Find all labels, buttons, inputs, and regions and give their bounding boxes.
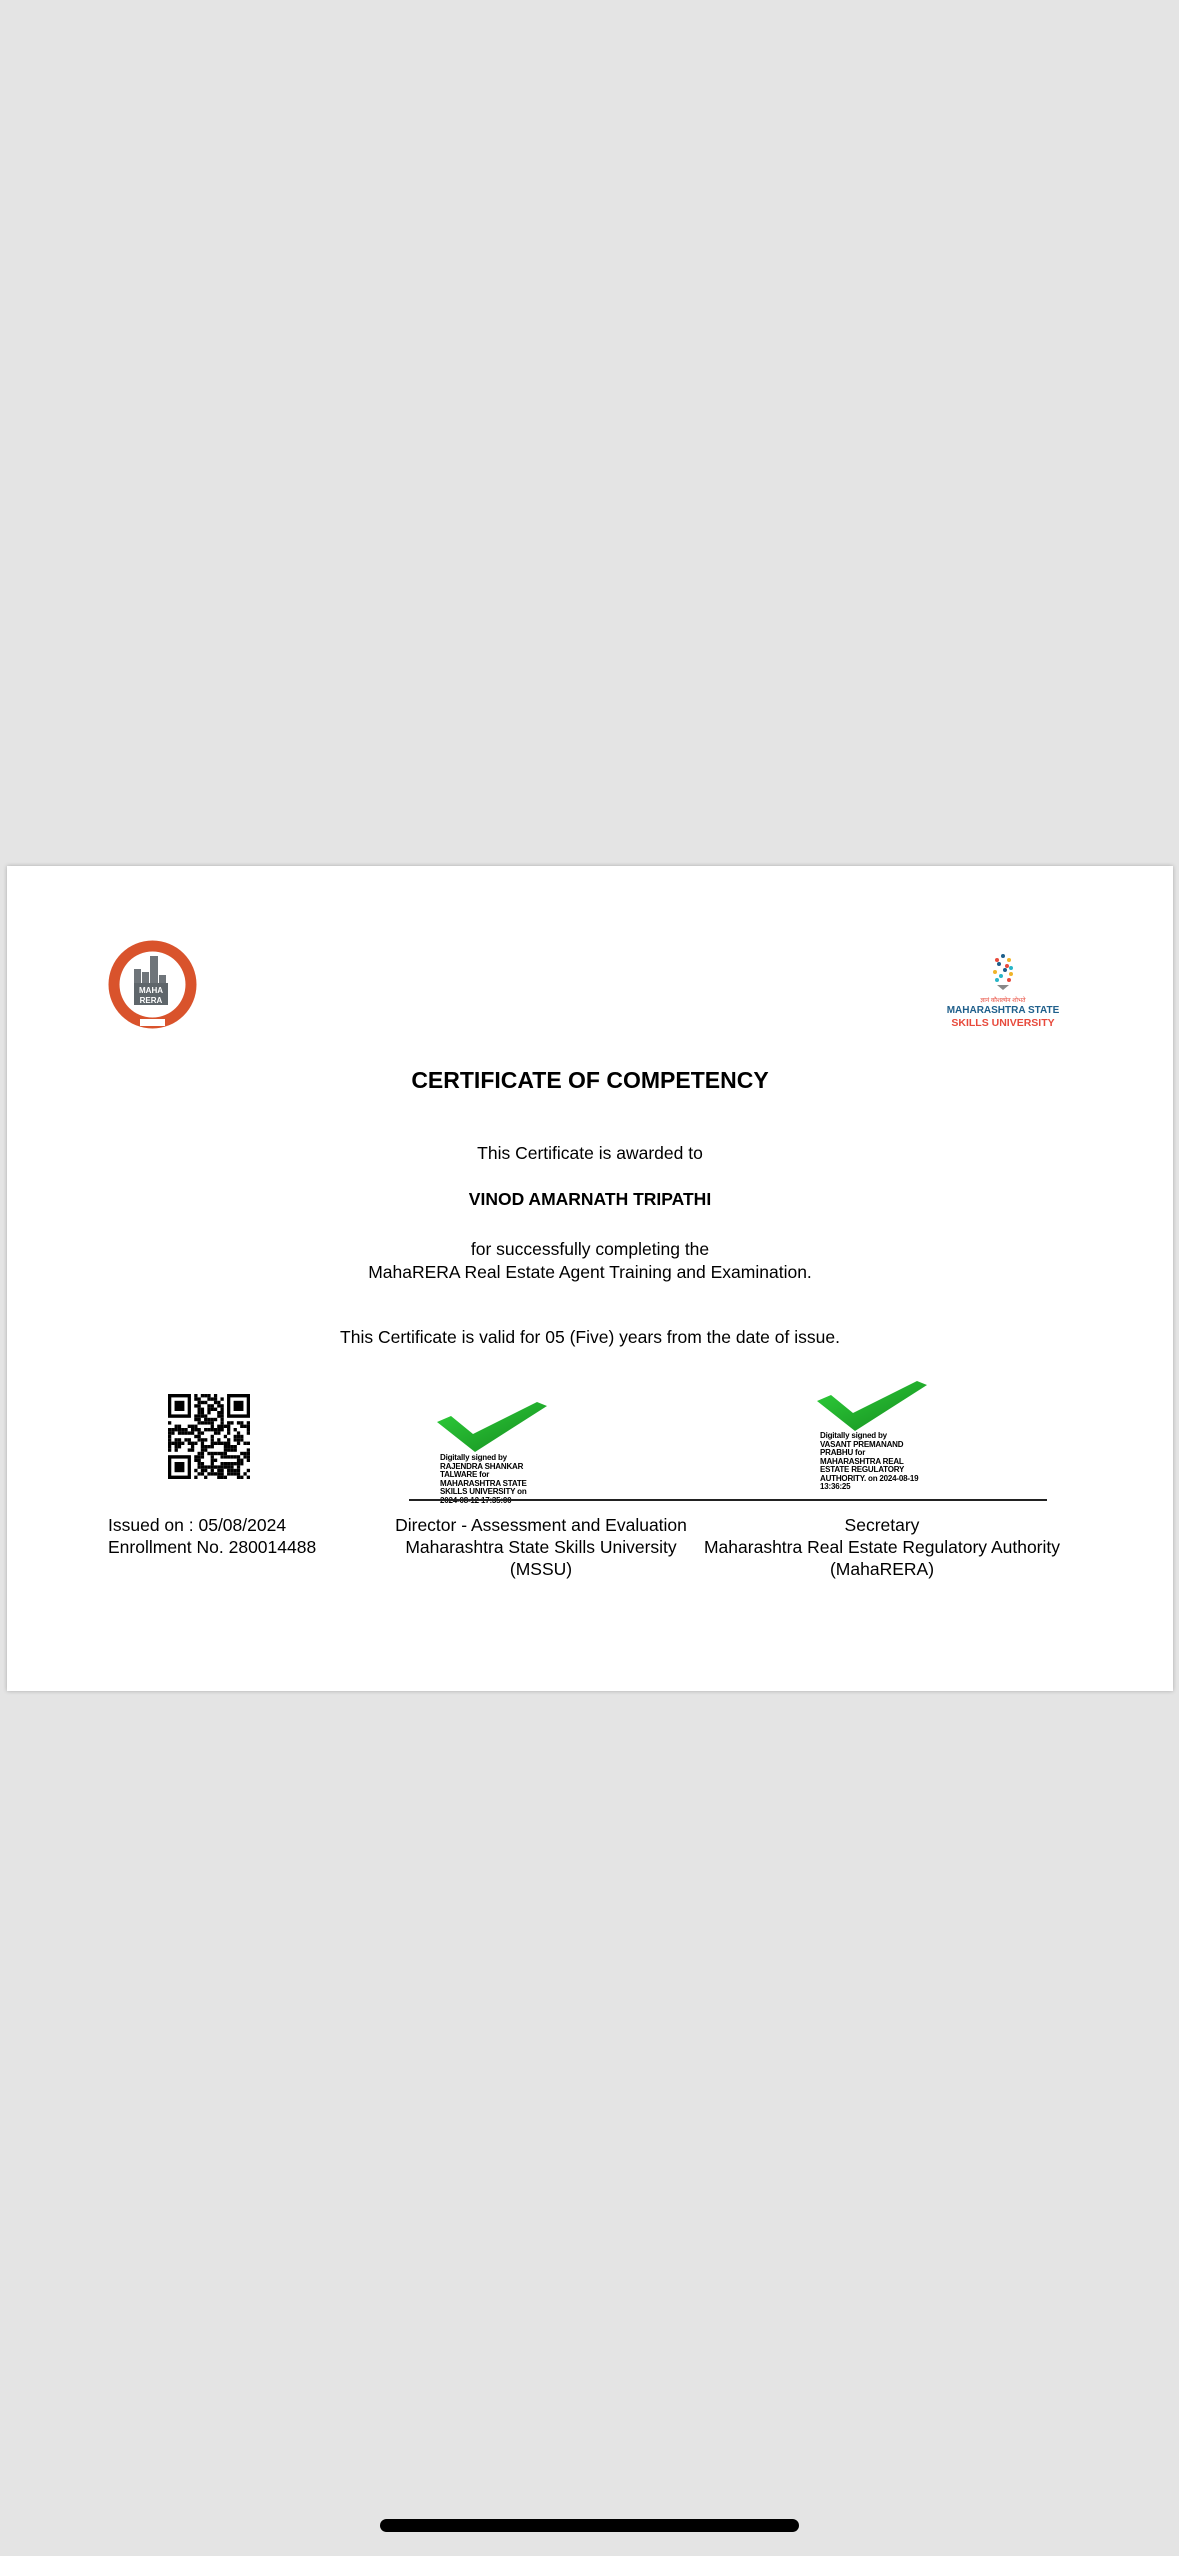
completion-line-2: MahaRERA Real Estate Agent Training and Examination.: [368, 1262, 812, 1282]
signature-line-1: [409, 1499, 719, 1501]
signatory-1-abbr: (MSSU): [509, 1559, 573, 1579]
signatory-1-role: Director - Assessment and Evaluation: [395, 1515, 687, 1535]
mssu-tagline: ज्ञानं कौशल्येन शोभते: [980, 998, 1026, 1004]
recipient-name: VINOD AMARNATH TRIPATHI: [468, 1189, 712, 1209]
enrollment-number: Enrollment No. 280014488: [108, 1537, 317, 1557]
signatory-2-org: Maharashtra Real Estate Regulatory Authority: [703, 1537, 1060, 1557]
awarded-to-label: This Certificate is awarded to: [477, 1143, 703, 1163]
validity-text: This Certificate is valid for 05 (Five) years from the date of issue.: [340, 1327, 840, 1347]
svg-text:RERA: RERA: [139, 996, 163, 1005]
maharera-logo: [107, 939, 198, 1030]
certificate-title: CERTIFICATE OF COMPETENCY: [411, 1067, 769, 1093]
home-indicator[interactable]: [380, 2519, 799, 2532]
svg-text:MAHA: MAHA: [139, 986, 163, 995]
signature-line-2: [716, 1499, 1047, 1501]
signatory-2-abbr: (MahaRERA): [829, 1559, 935, 1579]
digital-signature-text-2: Digitally signed by VASANT PREMANAND PRABHU for MAHARASHTRA REAL ESTATE REGULATORY AUTHORITY. on 2024-08-19 13:36:25: [820, 1431, 919, 1491]
mssu-logo-line1: MAHARASHTRA STATE: [946, 1005, 1060, 1016]
digital-signature-check-icon: [437, 1402, 547, 1457]
digital-signature-text-1: Digitally signed by RAJENDRA SHANKAR TALWARE for MAHARASHTRA STATE SKILLS UNIVERSITY on: [440, 1453, 527, 1496]
qr-code[interactable]: [168, 1394, 250, 1479]
mssu-logo-line2: SKILLS UNIVERSITY: [951, 1017, 1055, 1029]
signatory-1-org: Maharashtra State Skills University: [405, 1537, 677, 1557]
issued-on: Issued on : 05/08/2024: [108, 1515, 287, 1535]
digital-signature-check-icon: [817, 1381, 927, 1436]
completion-line-1: for successfully completing the: [470, 1239, 710, 1259]
mssu-logo: [943, 952, 1063, 1032]
certificate-document: [7, 866, 1173, 1691]
signatory-2-role: Secretary: [844, 1515, 920, 1535]
